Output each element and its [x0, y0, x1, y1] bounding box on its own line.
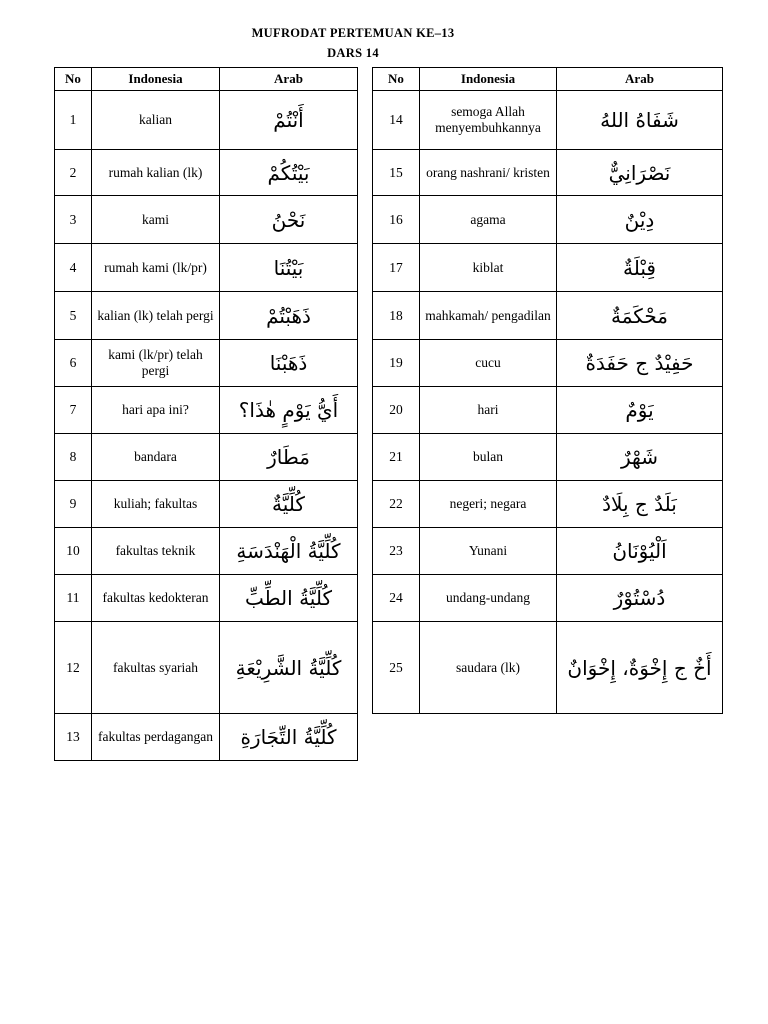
cell-no: 3: [55, 196, 92, 244]
cell-indonesia: agama: [420, 196, 557, 244]
cell-indonesia: kami (lk/pr) telah pergi: [92, 340, 220, 387]
table-row: [373, 340, 723, 387]
vocab-table-right: [372, 67, 723, 714]
table-row: [55, 150, 358, 196]
cell-indonesia: kiblat: [420, 244, 557, 292]
cell-arab: ذَهَبْتُمْ: [220, 292, 358, 340]
cell-no: 17: [373, 244, 420, 292]
cell-no: 10: [55, 528, 92, 575]
table-row: [373, 434, 723, 481]
table-row: [55, 91, 358, 150]
cell-arab: قِبْلَةٌ: [557, 244, 723, 292]
table-row: [373, 387, 723, 434]
table-row: [373, 91, 723, 150]
page-title: MUFRODAT PERTEMUAN KE–13: [251, 26, 455, 40]
table-row: [373, 481, 723, 528]
table-header-row: [373, 68, 723, 91]
cell-arab: كُلِّيَّةٌ: [220, 481, 358, 528]
cell-arab: دِيْنٌ: [557, 196, 723, 244]
cell-no: 4: [55, 244, 92, 292]
cell-no: 23: [373, 528, 420, 575]
cell-indonesia: kalian: [92, 91, 220, 150]
cell-indonesia: undang-undang: [420, 575, 557, 622]
cell-indonesia: orang nashrani/ kristen: [420, 150, 557, 196]
table-row: [373, 196, 723, 244]
table-row: [55, 292, 358, 340]
cell-arab: مَطَارٌ: [220, 434, 358, 481]
cell-indonesia: rumah kami (lk/pr): [92, 244, 220, 292]
table-row: [55, 340, 358, 387]
cell-no: 18: [373, 292, 420, 340]
cell-indonesia: bulan: [420, 434, 557, 481]
table-row: [55, 528, 358, 575]
cell-arab: كُلِّيَّةُ الطِّبِّ: [220, 575, 358, 622]
page-subtitle: DARS 14: [327, 46, 379, 60]
cell-no: 5: [55, 292, 92, 340]
cell-arab: مَحْكَمَةٌ: [557, 292, 723, 340]
cell-no: 14: [373, 91, 420, 150]
cell-arab: نَصْرَانِيٌّ: [557, 150, 723, 196]
cell-arab: دُسْتُوْرٌ: [557, 575, 723, 622]
cell-indonesia: rumah kalian (lk): [92, 150, 220, 196]
table-row: [373, 575, 723, 622]
cell-arab: بَيْتُكُمْ: [220, 150, 358, 196]
cell-indonesia: fakultas syariah: [92, 622, 220, 714]
cell-no: 6: [55, 340, 92, 387]
cell-indonesia: fakultas teknik: [92, 528, 220, 575]
cell-indonesia: fakultas kedokteran: [92, 575, 220, 622]
table-row: [55, 714, 358, 761]
cell-arab: كُلِّيَّةُ التِّجَارَةِ: [220, 714, 358, 761]
col-header-no: No: [373, 68, 420, 91]
cell-arab: شَهْرٌ: [557, 434, 723, 481]
cell-arab: حَفِيْدٌ ج حَفَدَةٌ: [557, 340, 723, 387]
cell-indonesia: kami: [92, 196, 220, 244]
cell-arab: كُلِّيَّةُ الْهَنْدَسَةِ: [220, 528, 358, 575]
cell-arab: بَلَدٌ ج بِلَادٌ: [557, 481, 723, 528]
table-row: [55, 434, 358, 481]
table-row: [373, 244, 723, 292]
table-header-row: [55, 68, 358, 91]
cell-arab: اَلْيُوْنَانُ: [557, 528, 723, 575]
col-header-indonesia: Indonesia: [92, 68, 220, 91]
cell-no: 16: [373, 196, 420, 244]
cell-no: 1: [55, 91, 92, 150]
table-row: [373, 292, 723, 340]
cell-indonesia: hari: [420, 387, 557, 434]
cell-arab: ذَهَبْنَا: [220, 340, 358, 387]
cell-arab: أَخٌ ج إِخْوَةٌ، إِخْوَانٌ: [557, 622, 723, 714]
cell-indonesia: bandara: [92, 434, 220, 481]
cell-arab: يَوْمٌ: [557, 387, 723, 434]
cell-no: 24: [373, 575, 420, 622]
cell-arab: أَنْتُمْ: [220, 91, 358, 150]
cell-arab: كُلِّيَّةُ الشَّرِيْعَةِ: [220, 622, 358, 714]
cell-indonesia: kuliah; fakultas: [92, 481, 220, 528]
cell-no: 11: [55, 575, 92, 622]
cell-arab: بَيْتُنَا: [220, 244, 358, 292]
cell-no: 15: [373, 150, 420, 196]
col-header-arab: Arab: [220, 68, 358, 91]
table-row: [55, 387, 358, 434]
cell-no: 20: [373, 387, 420, 434]
cell-indonesia: semoga Allah menyembuhkannya: [420, 91, 557, 150]
cell-no: 21: [373, 434, 420, 481]
cell-indonesia: fakultas perdagangan: [92, 714, 220, 761]
cell-arab: أَيُّ يَوْمٍ هٰذَا؟: [220, 387, 358, 434]
table-row: [373, 622, 723, 714]
cell-no: 8: [55, 434, 92, 481]
cell-no: 22: [373, 481, 420, 528]
cell-no: 12: [55, 622, 92, 714]
cell-no: 2: [55, 150, 92, 196]
cell-indonesia: hari apa ini?: [92, 387, 220, 434]
table-row: [55, 244, 358, 292]
table-row: [55, 575, 358, 622]
table-row: [55, 481, 358, 528]
cell-arab: شَفَاهُ اللهُ: [557, 91, 723, 150]
cell-indonesia: kalian (lk) telah pergi: [92, 292, 220, 340]
table-row: [55, 622, 358, 714]
cell-no: 7: [55, 387, 92, 434]
cell-indonesia: mahkamah/ pengadilan: [420, 292, 557, 340]
cell-no: 9: [55, 481, 92, 528]
cell-no: 19: [373, 340, 420, 387]
table-row: [55, 196, 358, 244]
cell-arab: نَحْنُ: [220, 196, 358, 244]
cell-indonesia: negeri; negara: [420, 481, 557, 528]
col-header-indonesia: Indonesia: [420, 68, 557, 91]
vocab-table-left: [54, 67, 358, 761]
cell-indonesia: cucu: [420, 340, 557, 387]
col-header-arab: Arab: [557, 68, 723, 91]
cell-no: 13: [55, 714, 92, 761]
cell-indonesia: Yunani: [420, 528, 557, 575]
table-row: [373, 528, 723, 575]
table-row: [373, 150, 723, 196]
col-header-no: No: [55, 68, 92, 91]
cell-no: 25: [373, 622, 420, 714]
cell-indonesia: saudara (lk): [420, 622, 557, 714]
